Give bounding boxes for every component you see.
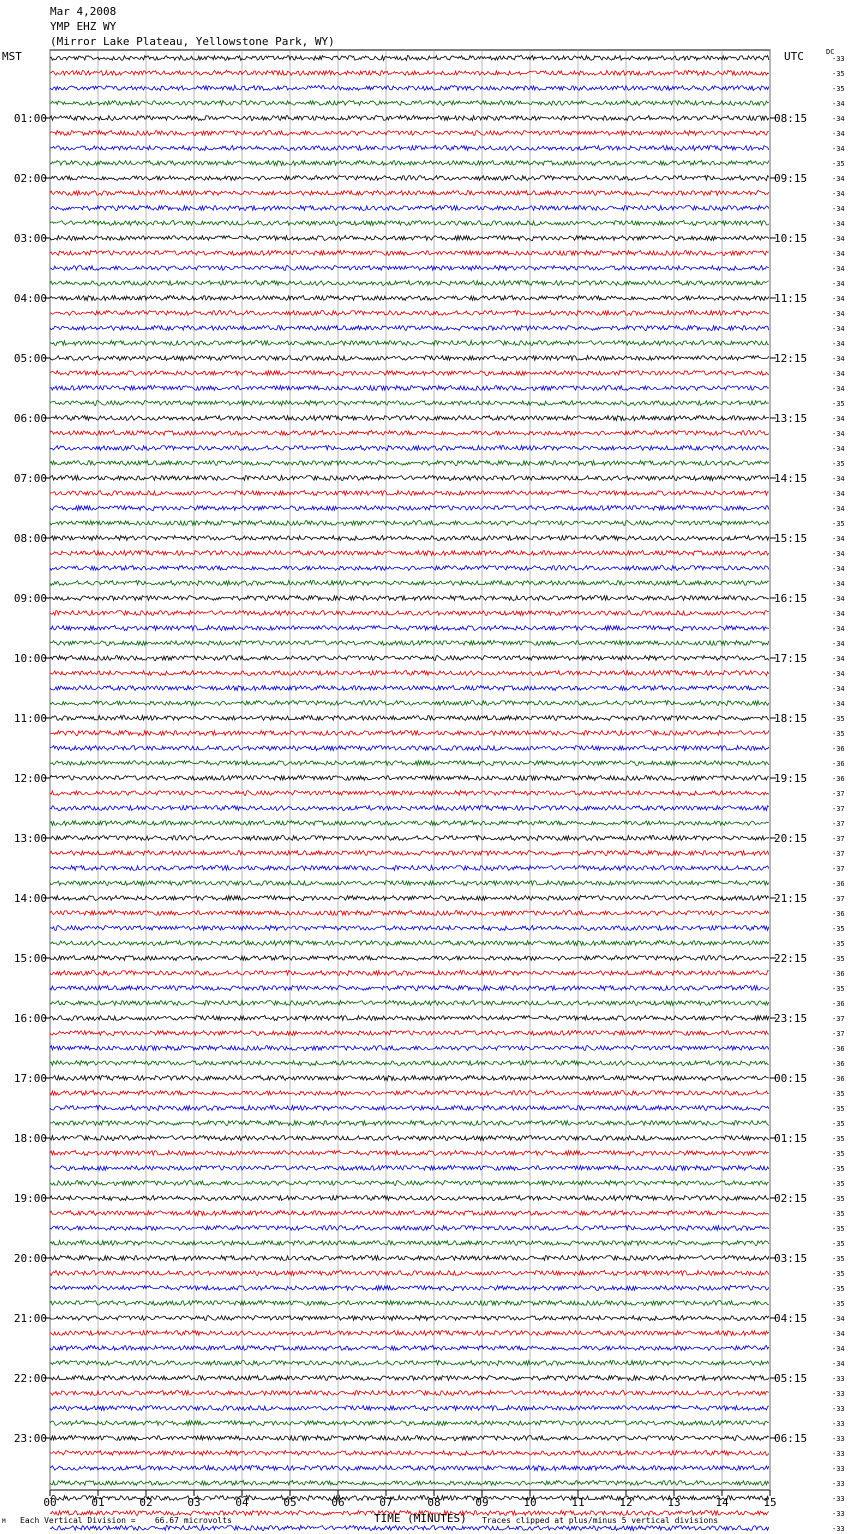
dc-offset-value: -35 [832, 1105, 845, 1113]
trace-line [50, 1271, 769, 1276]
x-tick-label: 09 [475, 1496, 489, 1509]
trace-line [50, 1451, 769, 1456]
trace-line [50, 1046, 769, 1051]
dc-offset-value: -33 [832, 1480, 845, 1488]
trace-line [50, 835, 769, 840]
dc-offset-value: -35 [832, 940, 845, 948]
vertical-division-note: Each Vertical Division = 66.67 microvolts [20, 1516, 232, 1525]
trace-line [50, 1406, 769, 1411]
dc-offset-value: -34 [832, 280, 845, 288]
utc-hour-label: 17:15 [774, 652, 808, 665]
x-axis-title: TIME (MINUTES) [374, 1512, 467, 1525]
corner-mark: M [2, 1518, 6, 1525]
trace-line [50, 250, 769, 255]
trace-line [50, 731, 769, 736]
trace-line [50, 1286, 769, 1291]
mst-hour-label: 11:00 [13, 712, 47, 725]
x-tick-label: 10 [523, 1496, 537, 1509]
x-tick-label: 06 [331, 1496, 345, 1509]
dc-offset-value: -34 [832, 115, 845, 123]
trace-line [50, 1210, 769, 1215]
x-tick-label: 05 [283, 1496, 297, 1509]
mst-hour-label: 08:00 [13, 532, 47, 545]
dc-offset-value: -34 [832, 265, 845, 273]
trace-line [50, 700, 769, 705]
trace-line [50, 866, 769, 871]
dc-offset-value: -35 [832, 955, 845, 963]
dc-offset-value: -34 [832, 535, 845, 543]
trace-line [50, 491, 769, 496]
trace-line [50, 1256, 769, 1261]
trace-line [50, 1225, 769, 1230]
dc-offset-value: -36 [832, 1060, 845, 1068]
trace-line [50, 611, 769, 616]
dc-offset-value: -34 [832, 550, 845, 558]
dc-offset-value: -34 [832, 580, 845, 588]
mst-hour-label: 12:00 [13, 772, 47, 785]
mst-hour-label: 06:00 [13, 412, 47, 425]
trace-line [50, 955, 769, 960]
dc-offset-value: -35 [832, 1255, 845, 1263]
trace-line [50, 1391, 769, 1396]
trace-line [50, 1345, 769, 1350]
trace-line [50, 1016, 769, 1021]
dc-offset-value: -34 [832, 325, 845, 333]
trace-line [50, 445, 769, 450]
trace-line [50, 371, 769, 376]
x-tick-label: 14 [715, 1496, 729, 1509]
trace-line [50, 266, 769, 271]
utc-hour-label: 18:15 [774, 712, 808, 725]
trace-line [50, 115, 769, 120]
trace-line [50, 521, 769, 526]
mst-hour-label: 20:00 [13, 1252, 47, 1265]
mst-hour-label: 22:00 [13, 1372, 47, 1385]
dc-offset-value: -35 [832, 460, 845, 468]
trace-line [50, 685, 769, 690]
dc-offset-value: -34 [832, 445, 845, 453]
dc-offset-value: -35 [832, 1165, 845, 1173]
dc-offset-value: -33 [832, 1525, 845, 1533]
trace-line [50, 1241, 769, 1246]
dc-offset-value: -35 [832, 1210, 845, 1218]
dc-offset-value: -34 [832, 610, 845, 618]
trace-line [50, 326, 769, 331]
trace-line [50, 791, 769, 796]
dc-offset-value: -34 [832, 655, 845, 663]
trace-line [50, 1090, 769, 1095]
dc-offset-value: -34 [832, 475, 845, 483]
mst-hour-label: 03:00 [13, 232, 47, 245]
trace-line [50, 761, 769, 766]
dc-offset-value: -35 [832, 1285, 845, 1293]
mst-hour-label: 17:00 [13, 1072, 47, 1085]
trace-line [50, 656, 769, 661]
trace-line [50, 551, 769, 556]
dc-offset-value: -34 [832, 310, 845, 318]
trace-line [50, 806, 769, 811]
dc-offset-value: -34 [832, 355, 845, 363]
dc-offset-value: -37 [832, 865, 845, 873]
mst-hour-label: 05:00 [13, 352, 47, 365]
utc-hour-label: 16:15 [774, 592, 808, 605]
utc-hour-label: 02:15 [774, 1192, 808, 1205]
x-tick-label: 02 [139, 1496, 153, 1509]
trace-line [50, 401, 769, 406]
dc-offset-value: -37 [832, 835, 845, 843]
trace-line [50, 1360, 769, 1365]
trace-line [50, 356, 769, 361]
trace-line [50, 1466, 769, 1471]
trace-line [50, 1105, 769, 1110]
utc-hour-label: 15:15 [774, 532, 808, 545]
x-tick-label: 04 [235, 1496, 249, 1509]
trace-line [50, 146, 769, 151]
dc-offset-value: -37 [832, 1015, 845, 1023]
mst-axis-label: MST [2, 50, 22, 63]
dc-offset-value: -34 [832, 190, 845, 198]
dc-offset-value: -36 [832, 745, 845, 753]
trace-line [50, 430, 769, 435]
mst-hour-label: 01:00 [13, 112, 47, 125]
trace-line [50, 1376, 769, 1381]
dc-offset-value: -34 [832, 625, 845, 633]
dc-offset-value: -35 [832, 520, 845, 528]
mst-hour-label: 10:00 [13, 652, 47, 665]
dc-offset-value: -34 [832, 670, 845, 678]
trace-line [50, 941, 769, 946]
trace-line [50, 746, 769, 751]
trace-line [50, 70, 769, 75]
dc-offset-value: -34 [832, 205, 845, 213]
dc-offset-value: -35 [832, 1195, 845, 1203]
mst-hour-label: 16:00 [13, 1012, 47, 1025]
trace-line [50, 1196, 769, 1201]
dc-offset-value: -33 [832, 1390, 845, 1398]
utc-hour-label: 05:15 [774, 1372, 808, 1385]
trace-line [50, 626, 769, 631]
dc-offset-value: -33 [832, 1465, 845, 1473]
utc-hour-label: 06:15 [774, 1432, 808, 1445]
dc-offset-value: -36 [832, 880, 845, 888]
trace-line [50, 1151, 769, 1156]
trace-line [50, 1316, 769, 1321]
dc-offset-value: -34 [832, 685, 845, 693]
trace-line [50, 775, 769, 780]
dc-offset-value: -36 [832, 760, 845, 768]
dc-offset-value: -36 [832, 1000, 845, 1008]
dc-offset-value: -35 [832, 160, 845, 168]
dc-offset-value: -34 [832, 295, 845, 303]
trace-line [50, 851, 769, 856]
trace-line [50, 1331, 769, 1336]
trace-line [50, 461, 769, 466]
mst-hour-label: 13:00 [13, 832, 47, 845]
dc-offset-value: -34 [832, 385, 845, 393]
x-tick-label: 11 [571, 1496, 585, 1509]
x-tick-label: 13 [667, 1496, 681, 1509]
dc-offset-value: -33 [832, 55, 845, 63]
dc-offset-value: -34 [832, 595, 845, 603]
trace-line [50, 85, 769, 90]
dc-offset-value: -34 [832, 1315, 845, 1323]
trace-line [50, 1421, 769, 1426]
trace-line [50, 970, 769, 975]
dc-offset-value: -36 [832, 775, 845, 783]
dc-offset-value: -37 [832, 1030, 845, 1038]
trace-line [50, 1121, 769, 1126]
dc-offset-value: -33 [832, 1510, 845, 1518]
trace-line [50, 1136, 769, 1141]
trace-line [50, 896, 769, 901]
dc-offset-value: -36 [832, 970, 845, 978]
dc-offset-value: -34 [832, 700, 845, 708]
dc-offset-value: -34 [832, 1360, 845, 1368]
trace-line [50, 160, 769, 165]
trace-line [50, 221, 769, 226]
clip-note: Traces clipped at plus/minus 5 vertical divisions [482, 1516, 719, 1525]
dc-offset-value: -34 [832, 175, 845, 183]
trace-line [50, 505, 769, 510]
station-location: (Mirror Lake Plateau, Yellowstone Park, WY) [50, 35, 335, 48]
dc-offset-value: -34 [832, 340, 845, 348]
trace-line [50, 175, 769, 180]
trace-line [50, 1030, 769, 1035]
dc-offset-value: -34 [832, 250, 845, 258]
dc-offset-value: -33 [832, 1435, 845, 1443]
dc-offset-value: -35 [832, 1150, 845, 1158]
trace-line [50, 1165, 769, 1170]
dc-offset-value: -34 [832, 505, 845, 513]
mst-hour-label: 19:00 [13, 1192, 47, 1205]
trace-line [50, 385, 769, 390]
dc-offset-value: -34 [832, 235, 845, 243]
trace-line [50, 910, 769, 915]
dc-offset-value: -34 [832, 130, 845, 138]
utc-hour-label: 00:15 [774, 1072, 808, 1085]
dc-offset-value: -34 [832, 100, 845, 108]
mst-hour-label: 02:00 [13, 172, 47, 185]
trace-line [50, 671, 769, 676]
dc-offset-value: -34 [832, 565, 845, 573]
x-tick-label: 12 [619, 1496, 633, 1509]
dc-offset-value: -33 [832, 1375, 845, 1383]
dc-offset-value: -36 [832, 1045, 845, 1053]
dc-offset-value: -35 [832, 1300, 845, 1308]
x-tick-label: 07 [379, 1496, 393, 1509]
trace-line [50, 640, 769, 645]
dc-offset-value: -34 [832, 220, 845, 228]
dc-offset-value: -36 [832, 910, 845, 918]
x-tick-label: 00 [43, 1496, 57, 1509]
trace-line [50, 341, 769, 346]
mst-hour-label: 14:00 [13, 892, 47, 905]
dc-offset-value: -33 [832, 1495, 845, 1503]
trace-line [50, 1526, 769, 1531]
utc-hour-label: 14:15 [774, 472, 808, 485]
utc-axis-label: UTC [784, 50, 804, 63]
trace-line [50, 416, 769, 421]
trace-line [50, 281, 769, 286]
trace-line [50, 1181, 769, 1186]
dc-offset-value: -35 [832, 1270, 845, 1278]
dc-offset-value: -35 [832, 1240, 845, 1248]
dc-offset-label: DC [826, 48, 835, 56]
trace-line [50, 191, 769, 196]
utc-hour-label: 01:15 [774, 1132, 808, 1145]
dc-offset-value: -36 [832, 1075, 845, 1083]
mst-hour-label: 18:00 [13, 1132, 47, 1145]
dc-offset-value: -35 [832, 85, 845, 93]
dc-offset-value: -33 [832, 1405, 845, 1413]
dc-offset-value: -35 [832, 1120, 845, 1128]
dc-offset-value: -33 [832, 1420, 845, 1428]
utc-hour-label: 10:15 [774, 232, 808, 245]
dc-offset-value: -35 [832, 715, 845, 723]
dc-offset-value: -35 [832, 1090, 845, 1098]
trace-line [50, 926, 769, 931]
plot-date: Mar 4,2008 [50, 5, 117, 18]
x-tick-label: 01 [91, 1496, 105, 1509]
mst-hour-label: 21:00 [13, 1312, 47, 1325]
dc-offset-value: -35 [832, 70, 845, 78]
utc-hour-label: 12:15 [774, 352, 808, 365]
dc-offset-value: -35 [832, 925, 845, 933]
trace-line [50, 986, 769, 991]
mst-hour-label: 15:00 [13, 952, 47, 965]
dc-offset-value: -35 [832, 1135, 845, 1143]
trace-line [50, 100, 769, 105]
trace-line [50, 1061, 769, 1066]
station-code: YMP EHZ WY [50, 20, 117, 33]
trace-line [50, 596, 769, 601]
utc-hour-label: 08:15 [774, 112, 808, 125]
dc-offset-value: -34 [832, 640, 845, 648]
trace-line [50, 580, 769, 585]
utc-hour-label: 09:15 [774, 172, 808, 185]
trace-line [50, 1300, 769, 1305]
trace-line [50, 1480, 769, 1485]
mst-hour-label: 09:00 [13, 592, 47, 605]
trace-line [50, 131, 769, 136]
trace-line [50, 476, 769, 481]
trace-line [50, 295, 769, 300]
mst-hour-label: 23:00 [13, 1432, 47, 1445]
utc-hour-label: 20:15 [774, 832, 808, 845]
trace-line [50, 310, 769, 315]
dc-offset-value: -37 [832, 805, 845, 813]
trace-line [50, 820, 769, 825]
dc-offset-value: -33 [832, 1450, 845, 1458]
dc-offset-value: -35 [832, 730, 845, 738]
dc-offset-value: -37 [832, 850, 845, 858]
trace-line [50, 1001, 769, 1006]
dc-offset-value: -34 [832, 1330, 845, 1338]
trace-line [50, 1495, 769, 1500]
mst-hour-label: 07:00 [13, 472, 47, 485]
trace-line [50, 716, 769, 721]
trace-line [50, 881, 769, 886]
utc-hour-label: 21:15 [774, 892, 808, 905]
trace-line [50, 536, 769, 541]
trace-line [50, 1076, 769, 1081]
trace-line [50, 565, 769, 570]
trace-line [50, 1435, 769, 1440]
mst-hour-label: 04:00 [13, 292, 47, 305]
x-tick-label: 15 [763, 1496, 777, 1509]
utc-hour-label: 04:15 [774, 1312, 808, 1325]
dc-offset-value: -35 [832, 985, 845, 993]
x-tick-label: 08 [427, 1496, 441, 1509]
trace-line [50, 206, 769, 211]
dc-offset-value: -35 [832, 1225, 845, 1233]
x-tick-label: 03 [187, 1496, 201, 1509]
dc-offset-value: -34 [832, 1345, 845, 1353]
utc-hour-label: 13:15 [774, 412, 808, 425]
utc-hour-label: 23:15 [774, 1012, 808, 1025]
utc-hour-label: 22:15 [774, 952, 808, 965]
trace-line [50, 236, 769, 241]
dc-offset-value: -34 [832, 415, 845, 423]
dc-offset-value: -34 [832, 490, 845, 498]
utc-hour-label: 03:15 [774, 1252, 808, 1265]
dc-offset-value: -34 [832, 370, 845, 378]
dc-offset-value: -34 [832, 145, 845, 153]
utc-hour-label: 11:15 [774, 292, 808, 305]
dc-offset-value: -37 [832, 820, 845, 828]
dc-offset-value: -35 [832, 1180, 845, 1188]
dc-offset-value: -34 [832, 430, 845, 438]
trace-line [50, 56, 769, 61]
utc-hour-label: 19:15 [774, 772, 808, 785]
dc-offset-value: -37 [832, 895, 845, 903]
dc-offset-value: -37 [832, 790, 845, 798]
dc-offset-value: -35 [832, 400, 845, 408]
